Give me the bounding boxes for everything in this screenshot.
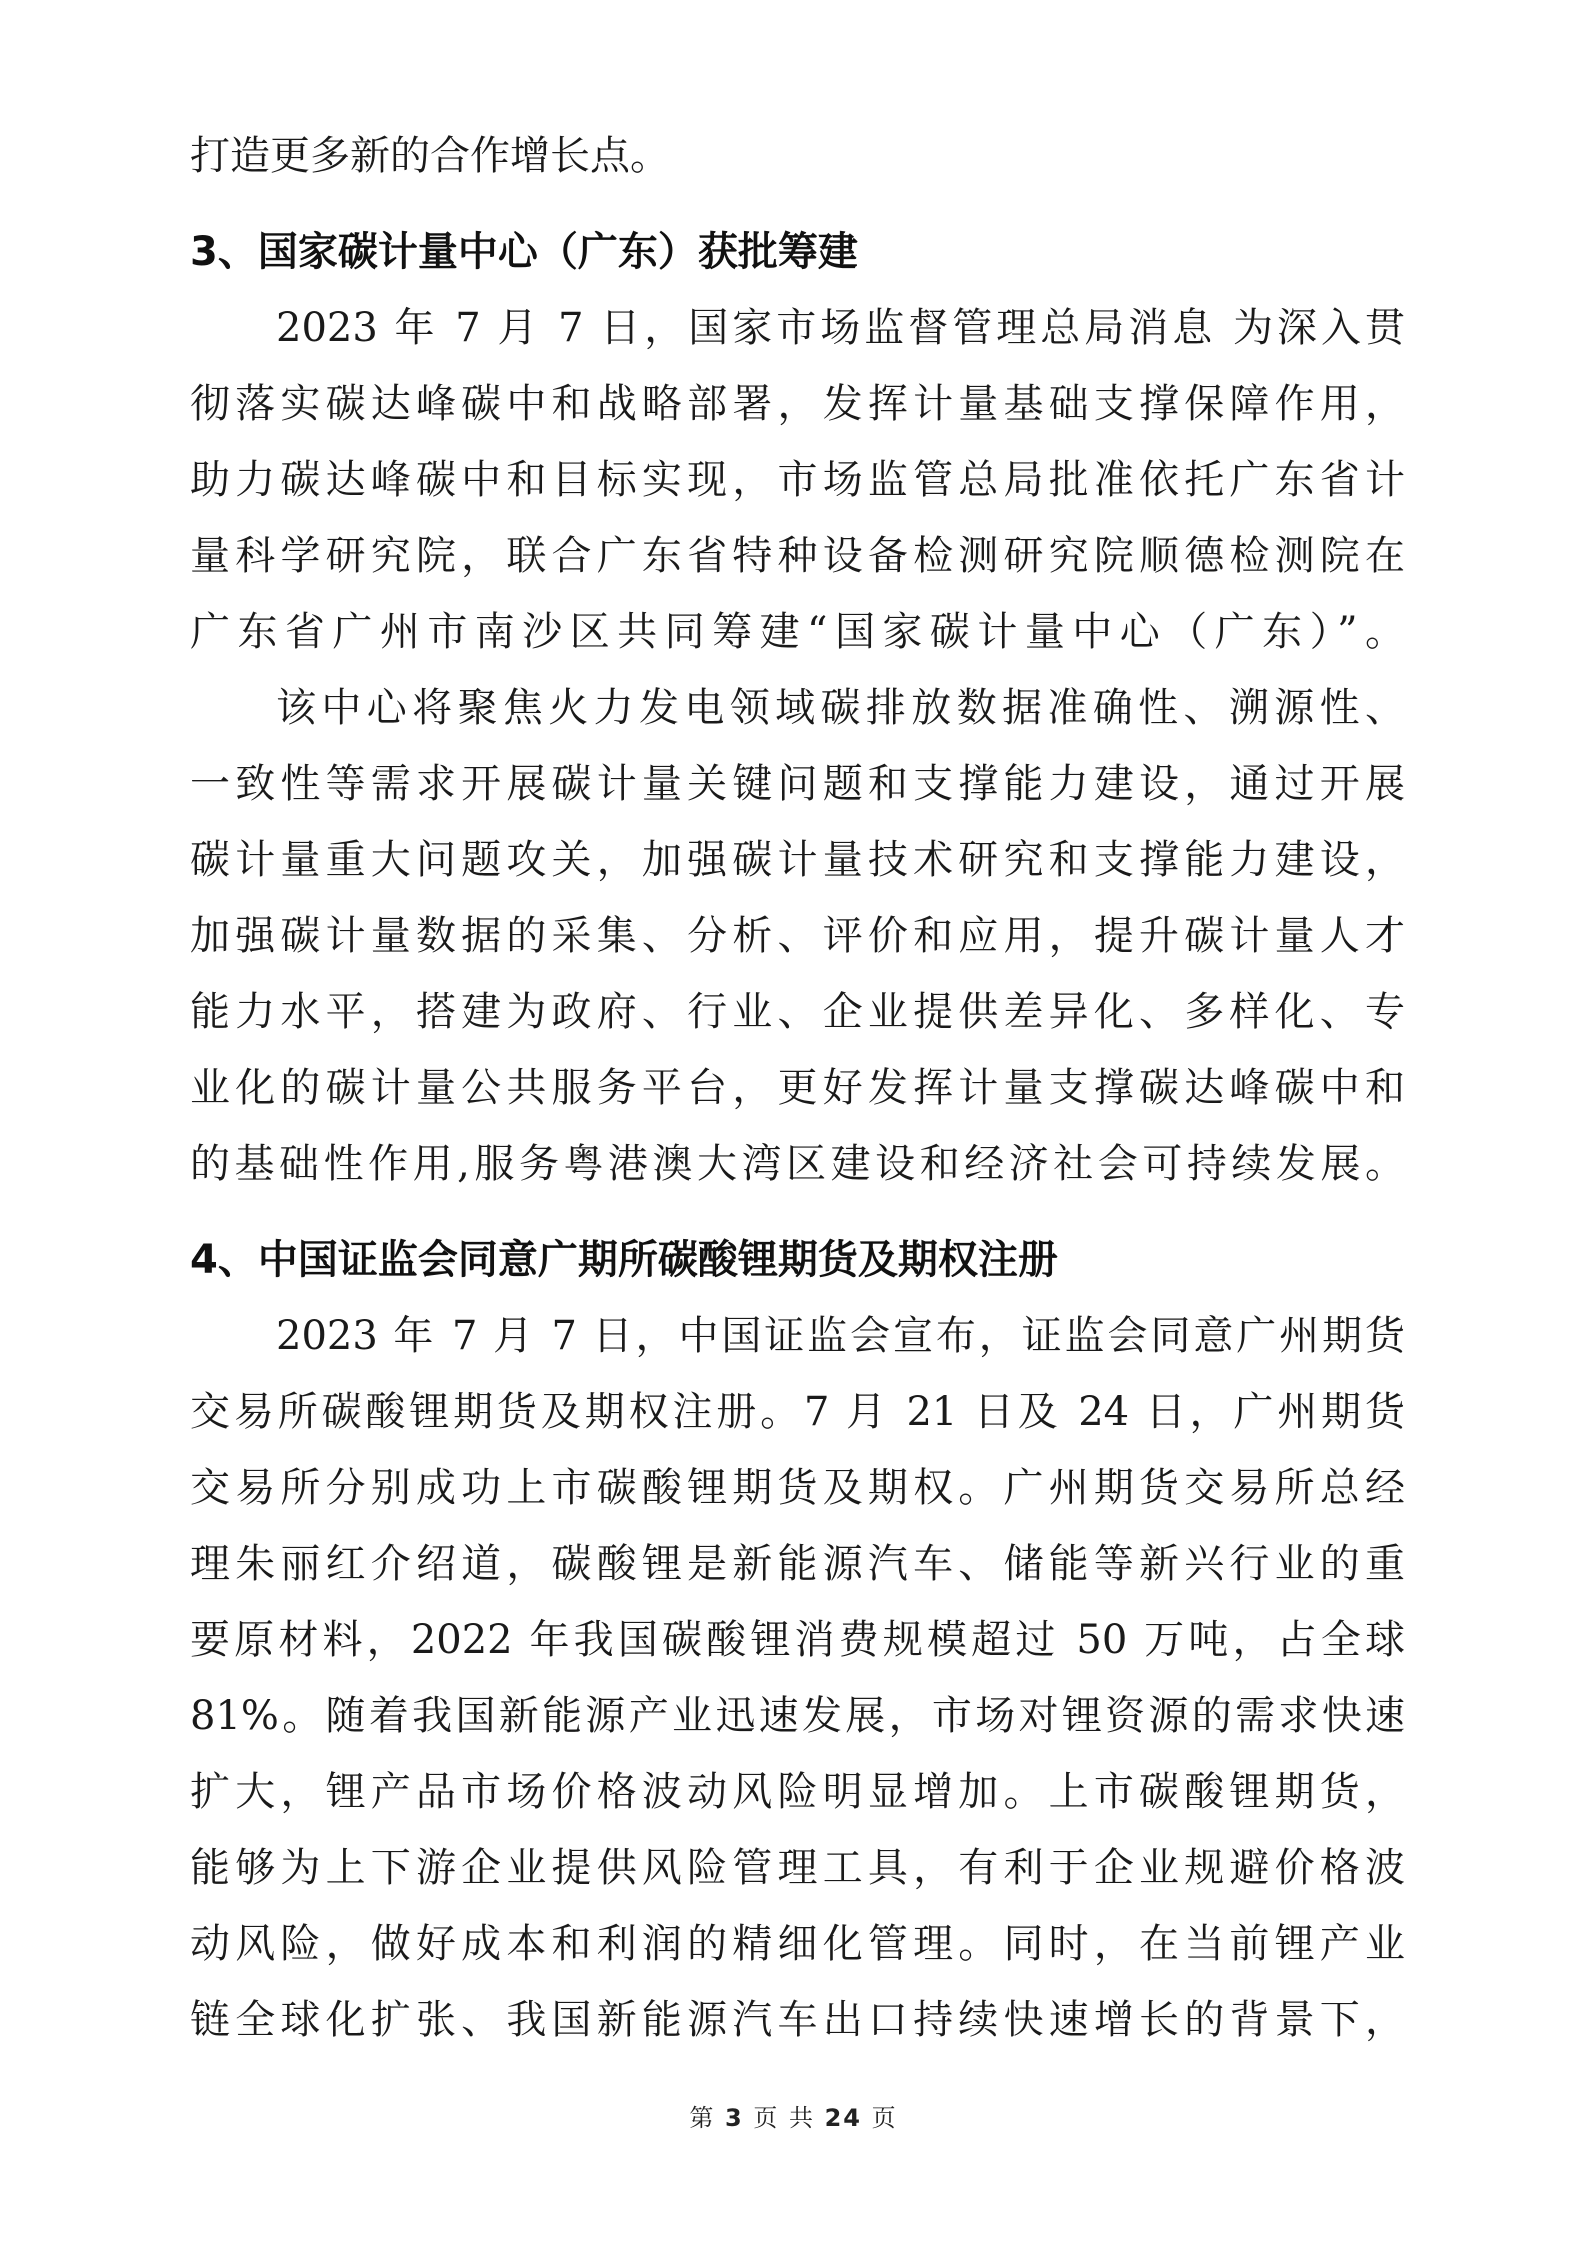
text-line: 广东省广州市南沙区共同筹建“国家碳计量中心（广东）”。 — [190, 609, 1405, 655]
text-line: 2023 年 7 月 7 日，国家市场监督管理总局消息 为深入贯 — [276, 305, 1405, 351]
text-line: 业化的碳计量公共服务平台，更好发挥计量支撑碳达峰碳中和 — [190, 1065, 1405, 1111]
text-line: 要原材料，2022 年我国碳酸锂消费规模超过 50 万吨，占全球 — [190, 1617, 1405, 1663]
text-line: 彻落实碳达峰碳中和战略部署，发挥计量基础支撑保障作用， — [190, 381, 1405, 427]
text-line: 碳计量重大问题攻关，加强碳计量技术研究和支撑能力建设， — [190, 837, 1405, 883]
text-line: 交易所碳酸锂期货及期权注册。7 月 21 日及 24 日，广州期货 — [190, 1389, 1405, 1435]
footer-prefix: 第 — [689, 2104, 716, 2132]
text-line: 加强碳计量数据的采集、分析、评价和应用，提升碳计量人才 — [190, 913, 1405, 959]
text-line: 扩大，锂产品市场价格波动风险明显增加。上市碳酸锂期货， — [190, 1769, 1405, 1815]
footer-middle: 页 共 — [753, 2104, 815, 2132]
page-footer — [0, 2098, 1587, 2133]
footer-current-page: 3 — [724, 2104, 744, 2132]
footer-suffix: 页 — [871, 2104, 898, 2132]
text-line: 理朱丽红介绍道，碳酸锂是新能源汽车、储能等新兴行业的重 — [190, 1541, 1405, 1587]
text-line: 交易所分别成功上市碳酸锂期货及期权。广州期货交易所总经 — [190, 1465, 1405, 1511]
page-body — [190, 118, 1405, 2058]
text-line: 量科学研究院，联合广东省特种设备检测研究院顺德检测院在 — [190, 533, 1405, 579]
section-gap — [190, 1202, 1405, 1222]
text-line: 的基础性作用,服务粤港澳大湾区建设和经济社会可持续发展。 — [190, 1141, 1405, 1187]
text-line: 2023 年 7 月 7 日，中国证监会宣布，证监会同意广州期货 — [276, 1313, 1405, 1359]
text-line: 助力碳达峰碳中和目标实现，市场监管总局批准依托广东省计 — [190, 457, 1405, 503]
section-heading: 3、国家碳计量中心（广东）获批筹建 — [190, 229, 858, 275]
text-line: 该中心将聚焦火力发电领域碳排放数据准确性、溯源性、 — [276, 685, 1405, 731]
text-line: 能够为上下游企业提供风险管理工具，有利于企业规避价格波 — [190, 1845, 1405, 1891]
footer-total-pages: 24 — [824, 2104, 863, 2132]
text-line: 动风险，做好成本和利润的精细化管理。同时，在当前锂产业 — [190, 1921, 1405, 1967]
section-gap — [190, 194, 1405, 214]
section-heading: 4、中国证监会同意广期所碳酸锂期货及期权注册 — [190, 1237, 1058, 1283]
text-line: 一致性等需求开展碳计量关键问题和支撑能力建设，通过开展 — [190, 761, 1405, 807]
text-line: 能力水平，搭建为政府、行业、企业提供差异化、多样化、专 — [190, 989, 1405, 1035]
text-line: 链全球化扩张、我国新能源汽车出口持续快速增长的背景下， — [190, 1997, 1405, 2043]
text-line: 81%。随着我国新能源产业迅速发展，市场对锂资源的需求快速 — [190, 1693, 1405, 1739]
text-line: 打造更多新的合作增长点。 — [190, 133, 670, 179]
